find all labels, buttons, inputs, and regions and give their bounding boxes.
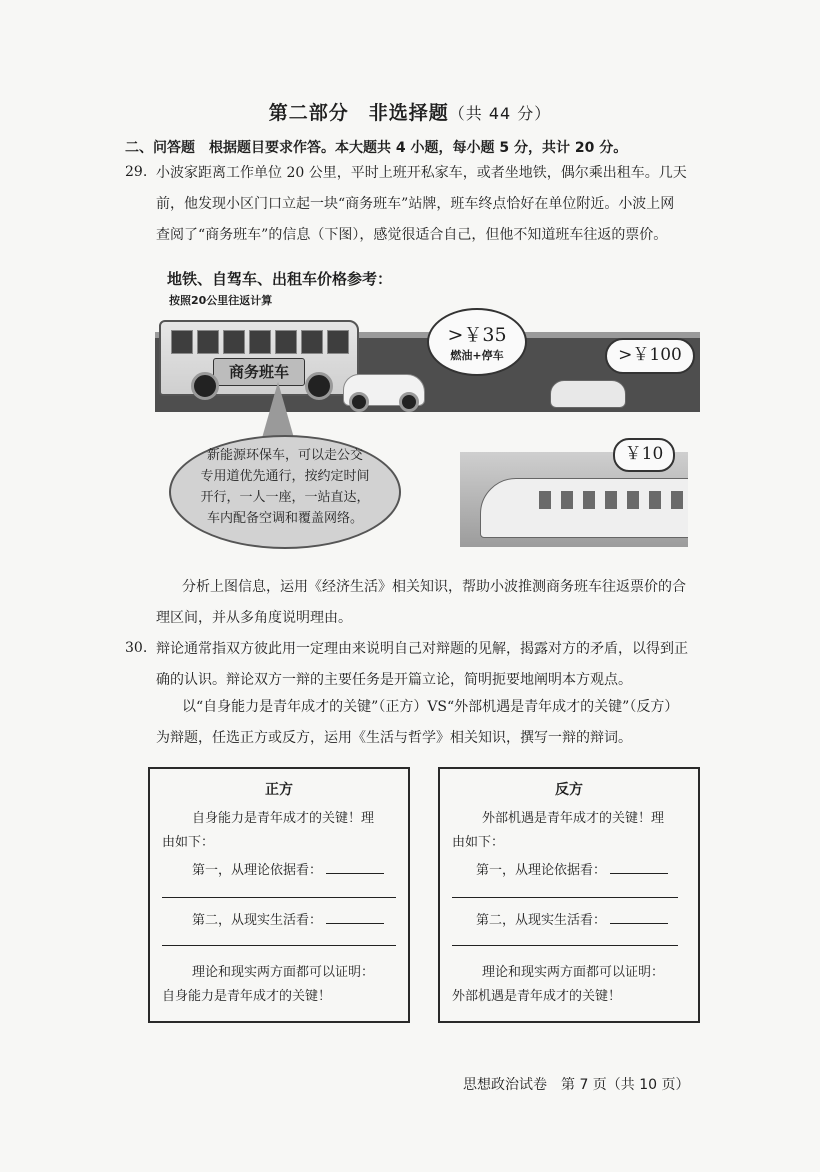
bubble-line: 新能源环保车，可以走公交 [206,448,363,463]
q29-task-line: 分析上图信息，运用《经济生活》相关知识，帮助小波推测商务班车往返票价的合 [182,579,686,595]
bus-window [171,330,193,354]
section-header: 二、问答题 根据题目要求作答。本大题共 4 小题，每小题 5 分，共计 20 分。 [125,140,628,156]
bubble-line: 开行，一人一座，一站直达， [200,490,370,505]
question-30-topic [156,692,678,754]
bubble-line: 专用道优先通行，按约定时间 [200,469,370,484]
pro-side-box [148,767,410,1023]
answer-line[interactable] [162,945,396,946]
question-30-number: 30. [125,640,148,656]
bus-window [301,330,323,354]
question-29-task [156,572,686,634]
bus-window [275,330,297,354]
q30-topic-line: 为辩题，任选正方或反方，运用《生活与哲学》相关知识，撰写一辩的辩词。 [156,730,632,746]
car-wheel [399,392,419,412]
price-reference-figure [155,262,700,555]
pro-claim-cont: 由如下： [162,835,215,850]
con-claim-cont: 由如下： [452,835,505,850]
pro-point-1 [192,859,384,878]
con-point-2 [476,909,668,928]
subway-train [480,478,688,538]
bubble-line: 车内配备空调和覆盖网络。 [206,511,363,526]
car-wheel [349,392,369,412]
train-window [671,491,683,509]
subway-price-bubble [613,438,675,472]
answer-blank[interactable] [610,922,668,924]
con-point-1 [476,859,668,878]
train-window [561,491,573,509]
q29-line: 前，他发现小区门口立起一块“商务班车”站牌，班车终点恰好在单位附近。小波上网 [156,196,675,212]
con-conclusion-cont: 外部机遇是青年成才的关键！ [452,989,622,1004]
pro-point-2-label: 第二，从现实生活看： [192,913,323,928]
figure-subtitle: 按照20公里往返计算 [169,294,273,307]
con-claim: 外部机遇是青年成才的关键！理 [482,811,665,826]
question-29-number: 29. [125,164,148,180]
q30-line: 辩论通常指双方彼此用一定理由来说明自己对辩题的见解，揭露对方的矛盾，以得到正 [156,641,688,657]
train-window [539,491,551,509]
con-point-1-label: 第一，从理论依据看： [476,863,607,878]
car-price: >￥35 [447,324,507,346]
bus-window [327,330,349,354]
train-window [605,491,617,509]
page-footer: 思想政治试卷 第 7 页（共 10 页） [463,1077,690,1093]
con-point-2-label: 第二，从现实生活看： [476,913,607,928]
train-window [627,491,639,509]
taxi-price-bubble [605,338,695,374]
taxi-price: >￥100 [618,345,682,365]
q29-line: 小波家距离工作单位 20 公里，平时上班开私家车，或者坐地铁，偶尔乘出租车。几天 [156,165,687,181]
bus-label: 商务班车 [213,358,305,386]
question-30-text [156,634,688,696]
answer-blank[interactable] [326,872,384,874]
q29-task-line: 理区间，并从多角度说明理由。 [156,610,352,626]
bus-window [197,330,219,354]
con-side-box [438,767,700,1023]
bus-wheel [191,372,219,400]
bus-wheel [305,372,333,400]
question-29-text [156,158,687,251]
pro-conclusion: 理论和现实两方面都可以证明： [192,965,375,980]
subway-price: ￥10 [624,444,664,464]
q30-topic-line: 以“自身能力是青年成才的关键”（正方）VS“外部机遇是青年成才的关键”（反方） [182,699,679,715]
bus-window [223,330,245,354]
pro-point-2 [192,909,384,928]
q29-line: 查阅了“商务班车”的信息（下图），感觉很适合自己，但他不知道班车往返的票价。 [156,227,668,243]
answer-line[interactable] [452,897,678,898]
part-title-score: （共 44 分） [448,104,552,123]
answer-line[interactable] [162,897,396,898]
pro-conclusion-cont: 自身能力是青年成才的关键！ [162,989,332,1004]
pro-heading: 正方 [265,782,293,798]
part-title-main: 第二部分 非选择题 [268,102,449,124]
answer-blank[interactable] [610,872,668,874]
train-window [583,491,595,509]
q30-line: 确的认识。辩论双方一辩的主要任务是开篇立论，简明扼要地阐明本方观点。 [156,672,632,688]
train-window [649,491,661,509]
car-price-note: 燃油+停车 [450,349,504,362]
con-heading: 反方 [555,782,583,798]
bus-window [249,330,271,354]
part-title [0,98,820,125]
car-price-bubble [427,308,527,376]
pro-point-1-label: 第一，从理论依据看： [192,863,323,878]
answer-line[interactable] [452,945,678,946]
answer-blank[interactable] [326,922,384,924]
speech-bubble-tail [262,382,294,438]
taxi-illustration [550,380,626,408]
figure-title: 地铁、自驾车、出租车价格参考： [167,270,393,288]
pro-claim: 自身能力是青年成才的关键！理 [192,811,375,826]
con-conclusion: 理论和现实两方面都可以证明： [482,965,665,980]
bus-feature-bubble [169,435,401,549]
